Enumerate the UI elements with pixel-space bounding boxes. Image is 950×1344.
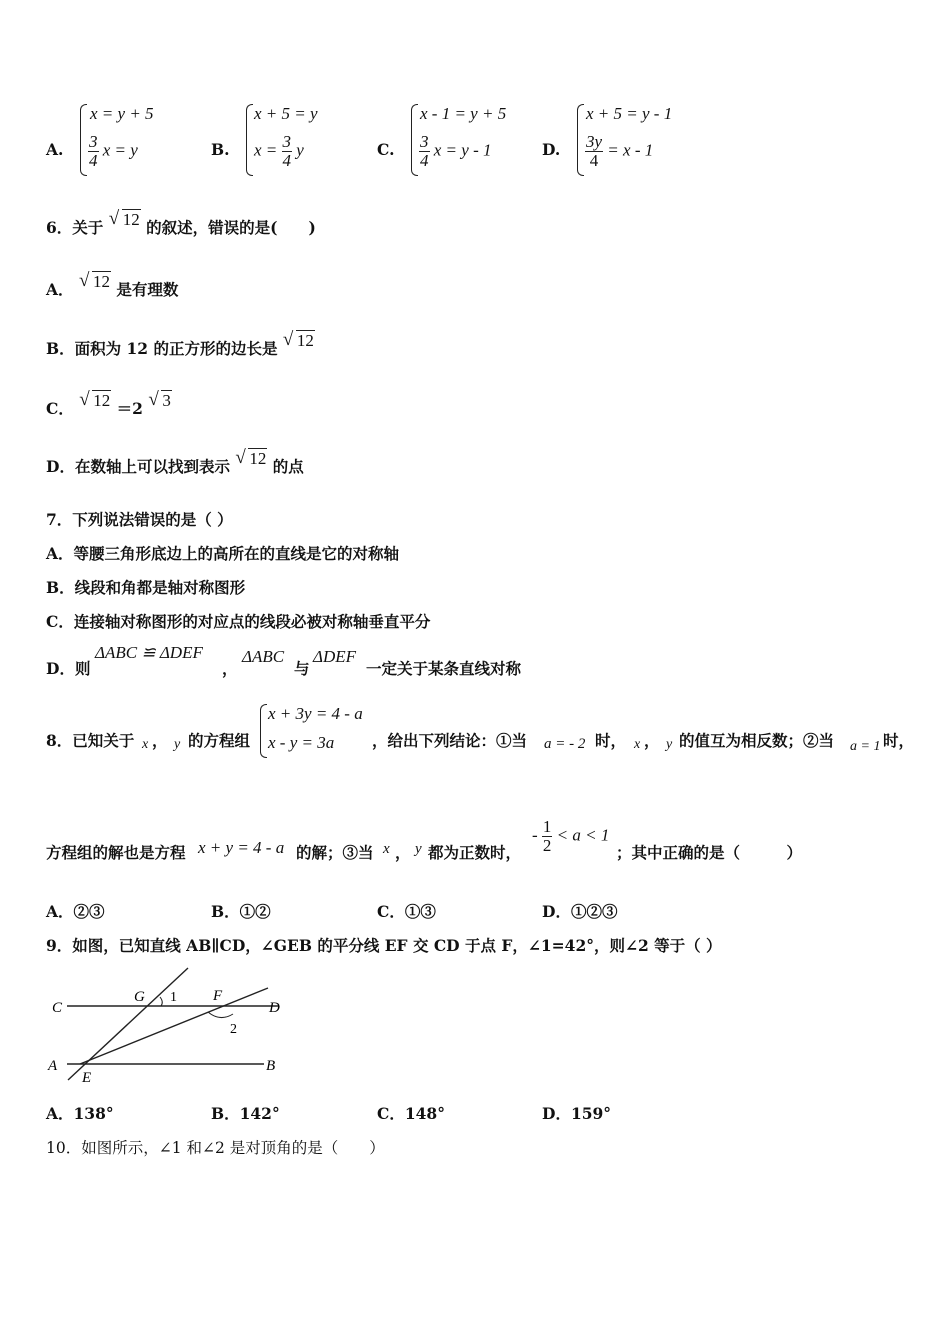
- frac-num: 3: [420, 132, 429, 151]
- q8-stem-mid: 的方程组: [188, 731, 251, 750]
- q8-cond1: a = - 2: [544, 736, 586, 752]
- q9-option-b: B．142°: [211, 1104, 280, 1123]
- eq-rest: = x - 1: [607, 140, 654, 160]
- option-text: 是有理数: [116, 280, 179, 299]
- frac-num: 3y: [586, 132, 603, 151]
- q8-opposite: 的值互为相反数；②当: [679, 731, 835, 750]
- eq-rest: x = y - 1: [433, 140, 492, 160]
- q8-range: [532, 818, 609, 855]
- radical-sign: √: [148, 389, 159, 410]
- q6-option-b: [46, 329, 315, 359]
- frac-den: 2: [542, 835, 552, 855]
- radical-sign: √: [79, 389, 90, 410]
- frac-den: 4: [420, 150, 429, 170]
- q7-option-b: B．线段和角都是轴对称图形: [46, 578, 246, 597]
- q8-eq1: x + 3y = 4 - a: [268, 704, 363, 723]
- sqrt: [148, 391, 172, 411]
- label-1: 1: [170, 990, 177, 1005]
- minus-sign: -: [532, 825, 538, 845]
- eq-pre: x =: [254, 140, 278, 160]
- frac-num: 3: [282, 132, 292, 151]
- q7-triangle-def: ΔDEF: [313, 647, 357, 666]
- q8-option-b: B．①②: [211, 902, 271, 921]
- radical-sign: √: [235, 447, 246, 468]
- label-d: D: [269, 1000, 280, 1016]
- radicand: 12: [296, 331, 314, 350]
- q8-when1: 时，: [595, 731, 627, 750]
- q8-eq2: x - y = 3a: [268, 733, 335, 752]
- comma: ，: [152, 731, 168, 750]
- q7-option-c: C．连接轴对称图形的对应点的线段必被对称轴垂直平分: [46, 612, 431, 631]
- q5-b-eq2: [254, 133, 304, 170]
- eq-rest: y: [296, 140, 304, 160]
- q8-option-a: A．②③: [46, 902, 105, 921]
- label-b: B: [266, 1058, 276, 1074]
- frac-num: 3: [89, 132, 98, 151]
- radicand: 3: [162, 391, 171, 410]
- q7-stem: 7．下列说法错误的是（ ）: [46, 510, 233, 529]
- q5-a-eq1: x = y + 5: [90, 104, 154, 123]
- q9-figure: [40, 960, 290, 1090]
- q9-option-a: A．138°: [46, 1104, 114, 1123]
- eq-rest: x = y: [102, 140, 138, 160]
- q5-option-d-letter: D.: [542, 140, 561, 159]
- q5-c-eq1: x - 1 = y + 5: [420, 104, 507, 123]
- sqrt: [79, 272, 111, 292]
- sqrt: [109, 210, 141, 230]
- q8-line2-post: ；其中正确的是（ ）: [616, 843, 803, 862]
- q8-stem-pre: 8．已知关于: [46, 731, 135, 750]
- q6-stem-post: 的叙述，错误的是( ): [146, 218, 316, 237]
- label-e: E: [82, 1070, 92, 1086]
- q8-line2-mid: 的解；③当: [296, 843, 374, 862]
- angle-1-arc: [160, 997, 162, 1006]
- q8-line2-pre: 方程组的解也是方程: [46, 843, 186, 862]
- label-g: G: [134, 989, 145, 1005]
- comma: ，: [395, 843, 411, 862]
- brace: [80, 104, 87, 176]
- q5-d-eq2: [585, 133, 653, 170]
- label-2: 2: [230, 1022, 237, 1037]
- q8-option-d: D．①②③: [542, 902, 618, 921]
- q9-option-c: C．148°: [377, 1104, 445, 1123]
- q7-triangle-abc: ΔABC: [242, 647, 285, 666]
- var-y: y: [415, 841, 422, 857]
- q7-with: 与: [294, 659, 310, 678]
- frac-den: 4: [282, 150, 292, 170]
- q5-b-eq1: x + 5 = y: [254, 104, 318, 123]
- q7-option-a: A．等腰三角形底边上的高所在的直线是它的对称轴: [46, 544, 400, 563]
- sqrt: [79, 391, 111, 411]
- brace: [577, 104, 584, 176]
- q6-option-c: [46, 389, 172, 419]
- radical-sign: √: [78, 270, 90, 291]
- brace: [246, 104, 253, 176]
- q7-option-d-post: 一定关于某条直线对称: [366, 659, 522, 678]
- q8-positive: 都为正数时，: [428, 843, 522, 862]
- q8-option-c: C．①③: [377, 902, 436, 921]
- range-rest: < a < 1: [556, 825, 610, 845]
- var-y: y: [174, 737, 181, 752]
- radical-sign: √: [282, 329, 294, 350]
- q5-option-a-letter: A.: [46, 140, 64, 159]
- option-text: D．在数轴上可以找到表示: [46, 457, 230, 476]
- option-letter: A．: [46, 280, 74, 299]
- q7-comma: ，: [222, 659, 238, 678]
- q6-option-a: [46, 270, 179, 300]
- option-text: B．面积为 12 的正方形的边长是: [46, 339, 278, 358]
- frac-den: 4: [589, 150, 599, 170]
- brace: [260, 704, 267, 758]
- q10-stem: 10．如图所示，∠1 和∠2 是对顶角的是（ ）: [46, 1139, 385, 1157]
- q8-eq3: x + y = 4 - a: [198, 838, 285, 857]
- label-c: C: [52, 1000, 63, 1016]
- q5-d-eq1: x + 5 = y - 1: [586, 104, 673, 123]
- sqrt: [283, 331, 315, 351]
- q8-conclusion-pre: ，给出下列结论：①当: [372, 731, 528, 750]
- q8-when2: 时，: [883, 731, 915, 750]
- line-eg: [68, 968, 188, 1080]
- q5-option-b-letter: B.: [211, 140, 230, 159]
- brace: [411, 104, 418, 176]
- q5-option-c-letter: C.: [377, 140, 395, 159]
- comma: ，: [644, 731, 660, 750]
- q6-option-d: [46, 447, 304, 477]
- q9-stem: 9．如图，已知直线 AB∥CD，∠GEB 的平分线 EF 交 CD 于点 F，∠1=42°，则∠2 等于（ ）: [46, 936, 722, 955]
- option-letter: C．: [46, 399, 74, 418]
- var-y: y: [666, 737, 673, 752]
- q8-cond2: a = 1: [850, 739, 881, 754]
- radicand: 12: [249, 449, 267, 468]
- q7-congruence: ΔABC ≌ ΔDEF: [95, 643, 203, 662]
- label-f: F: [213, 988, 223, 1004]
- option-mid: ＝2: [116, 399, 143, 418]
- q5-c-eq2: [419, 133, 491, 170]
- var-x: x: [634, 737, 641, 752]
- q6-stem: [46, 208, 316, 238]
- frac-den: 4: [89, 150, 98, 170]
- label-a: A: [48, 1058, 58, 1074]
- radicand: 12: [92, 272, 110, 291]
- radical-sign: √: [108, 208, 120, 229]
- q7-option-d-pre: D．则: [46, 659, 91, 678]
- q9-option-d: D．159°: [542, 1104, 612, 1123]
- var-x: x: [142, 737, 149, 752]
- radicand: 12: [122, 210, 140, 229]
- q6-stem-pre: 6．关于: [46, 218, 104, 237]
- sqrt: [235, 449, 267, 469]
- radicand: 12: [93, 391, 111, 410]
- q5-a-eq2: [88, 133, 138, 170]
- angle-2-arc: [208, 1012, 233, 1018]
- option-text: 的点: [272, 457, 304, 476]
- var-x: x: [383, 841, 390, 857]
- frac-num: 1: [542, 817, 552, 836]
